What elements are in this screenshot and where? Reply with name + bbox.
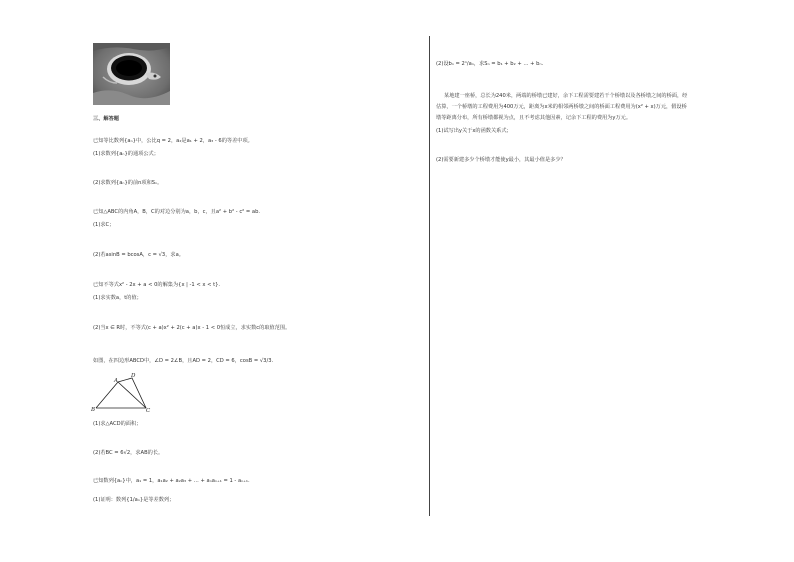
problem-5-part-2: (2)设bₙ = 2ⁿ/aₙ，求Sₙ = b₁ + b₂ + … + bₙ. — [436, 61, 544, 67]
problem-3-part-1: (1)求实数a，t的值； — [93, 295, 142, 301]
problem-3-part-2: (2)当x ∈ R时，不等式(c + a)x² + 2(c + a)x - 1 < 0恒成立，求实数c的取值范围。 — [93, 325, 291, 331]
sinkhole-photo — [93, 43, 170, 105]
column-divider — [429, 36, 430, 516]
bridge-problem-line-1: 某地建一座桥，总长为240米，两端的桥墩已建好，余下工程需要建若干个桥墩以及各桥墩之间的桥面，经 — [444, 93, 688, 99]
label-d: D — [131, 373, 136, 379]
problem-5-stem: 已知数列{aₙ}中，a₁ = 1，a₁a₂ + a₂a₃ + … + aₙaₙ₊₁ = 1 - aₙ₊₁. — [93, 478, 250, 484]
bridge-problem-part-2: (2)需要新建多少个桥墩才能使y最小，其最小值是多少？ — [436, 157, 566, 163]
problem-2-part-1: (1)求C； — [93, 222, 115, 228]
bridge-problem-line-3: 墩等距离分布，所有桥墩都视为点，且不考虑其他因素，记余下工程的费用为y万元。 — [436, 115, 632, 121]
bridge-problem-part-1: (1)试写出y关于x的函数关系式； — [436, 128, 512, 134]
problem-4-part-2: (2)若BC = 6√2，求AB的长。 — [93, 450, 164, 456]
label-b: B — [91, 407, 96, 413]
problem-3-stem: 已知不等式x² - 2x + a < 0的解集为{x | -1 < x < t}. — [93, 282, 221, 288]
problem-5-part-1: (1)证明：数列{1/aₙ}是等差数列； — [93, 497, 175, 503]
section-heading: 三、解答题 — [93, 116, 119, 122]
label-c: C — [146, 408, 151, 414]
problem-1-part-1: (1)求数列{aₙ}的通项公式； — [93, 151, 159, 157]
problem-2-stem: 已知△ABC的内角A，B，C的对边分别为a，b，c，且a² + b² - c² = ab. — [93, 209, 261, 215]
problem-2-part-2: (2)若asinB = bcosA，c = √3，求a。 — [93, 252, 184, 258]
bridge-problem-line-2: 估算，一个桥墩的工程费用为400万元，距离为x米的相邻两桥墩之间的桥面工程费用为(x² + x)万元，假设桥 — [436, 104, 687, 110]
problem-1-part-2: (2)求数列{aₙ}的前n项和Sₙ。 — [93, 180, 163, 186]
problem-4-part-1: (1)求△ACD的面积； — [93, 421, 142, 427]
problem-1-stem: 已知等比数列{aₙ}中，公比q = 2，a₂是a₁ + 2，a₃ - 6的等差中项。 — [93, 138, 253, 144]
problem-4-stem: 如图，在四边形ABCD中，∠D = 2∠B，且AD = 2，CD = 6，cosB = √3/3. — [93, 358, 274, 364]
quadrilateral-figure — [90, 372, 152, 414]
label-a: A — [114, 378, 118, 384]
